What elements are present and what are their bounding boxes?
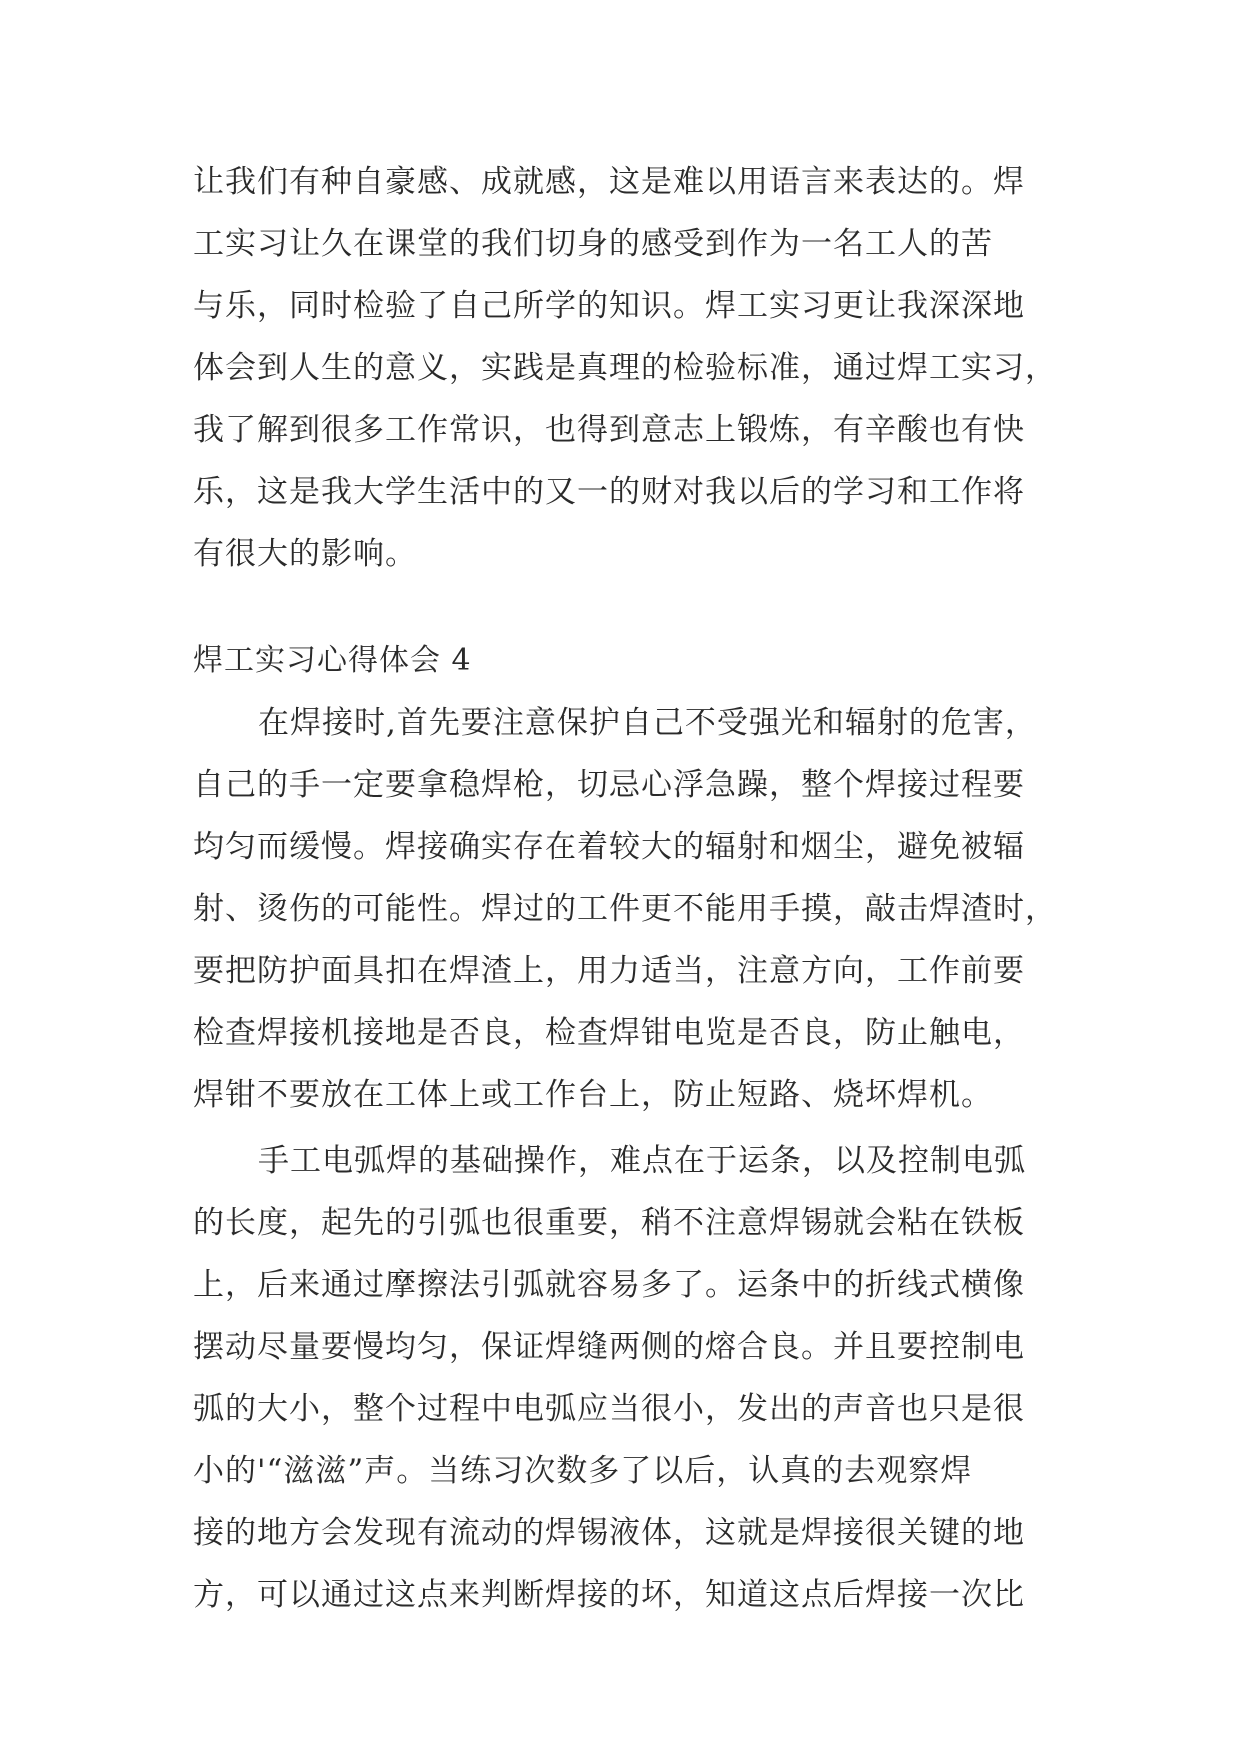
text-line: 摆动尽量要慢均匀，保证焊缝两侧的熔合良。并且要控制电	[193, 1329, 1025, 1365]
text-line: 要把防护面具扣在焊渣上，用力适当，注意方向，工作前要	[193, 953, 1025, 989]
text-line: 体会到人生的意义，实践是真理的检验标准，通过焊工实习，	[193, 350, 1057, 386]
text-line: 均匀而缓慢。焊接确实存在着较大的辐射和烟尘，避免被辐	[193, 829, 1025, 865]
text-line: 工实习让久在课堂的我们切身的感受到作为一名工人的苦	[193, 226, 993, 262]
text-line: 方，可以通过这点来判断焊接的坏，知道这点后焊接一次比	[193, 1577, 1025, 1613]
text-line: 焊钳不要放在工体上或工作台上，防止短路、烧坏焊机。	[193, 1077, 993, 1113]
text-line: 在焊接时,首先要注意保护自己不受强光和辐射的危害，	[258, 705, 1037, 741]
text-line: 与乐，同时检验了自己所学的知识。焊工实习更让我深深地	[193, 288, 1025, 324]
text-line: 检查焊接机接地是否良，检查焊钳电览是否良，防止触电，	[193, 1015, 1025, 1051]
text-line: 小的'“滋滋”声。当练习次数多了以后，认真的去观察焊	[193, 1453, 973, 1489]
text-line: 的长度，起先的引弧也很重要，稍不注意焊锡就会粘在铁板	[193, 1205, 1025, 1241]
text-line: 射、烫伤的可能性。焊过的工件更不能用手摸，敲击焊渣时，	[193, 891, 1057, 927]
text-line: 弧的大小，整个过程中电弧应当很小，发出的声音也只是很	[193, 1391, 1025, 1427]
text-line: 我了解到很多工作常识，也得到意志上锻炼，有辛酸也有快	[193, 412, 1025, 448]
text-line: 有很大的影响。	[193, 536, 417, 572]
text-line: 手工电弧焊的基础操作，难点在于运条，以及控制电弧	[258, 1143, 1026, 1179]
section-heading: 焊工实习心得体会 4	[193, 643, 472, 678]
text-line: 让我们有种自豪感、成就感，这是难以用语言来表达的。焊	[193, 164, 1025, 200]
text-line: 接的地方会发现有流动的焊锡液体，这就是焊接很关键的地	[193, 1515, 1025, 1551]
text-line: 乐，这是我大学生活中的又一的财对我以后的学习和工作将	[193, 474, 1025, 510]
text-line: 自己的手一定要拿稳焊枪，切忌心浮急躁，整个焊接过程要	[193, 767, 1025, 803]
text-line: 上，后来通过摩擦法引弧就容易多了。运条中的折线式横像	[193, 1267, 1025, 1303]
